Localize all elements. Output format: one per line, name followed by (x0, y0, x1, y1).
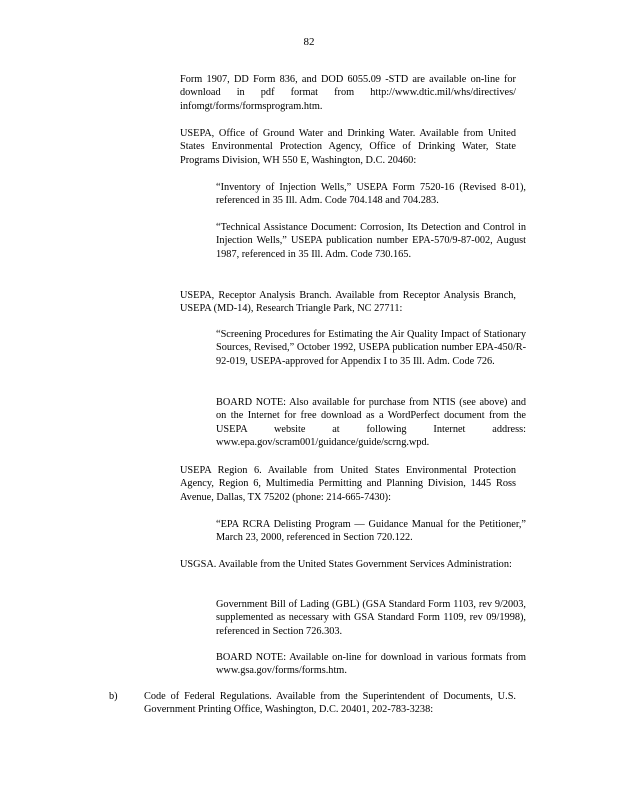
paragraph-dd-form: Form 1907, DD Form 836, and DOD 6055.09 -STD are available on-line for download in pdf format from http://www.dtic.mil/whs/directives/ infomgt/forms/formsprogram.htm. (180, 74, 516, 112)
paragraph-government-bill-of-lading: Government Bill of Lading (GBL) (GSA Standard Form 1103, rev 9/2003, supplemented as necessary with GSA Standard Form 1109, rev 09/1998), referenced in Section 726.303. (216, 599, 526, 637)
paragraph-technical-assistance-document: “Technical Assistance Document: Corrosion, Its Detection and Control in Injection Wells,” USEPA publication number EPA-570/9-87-002, August 1987, referenced in 35 Ill. Adm. Code 730.165. (216, 222, 526, 260)
paragraph-usepa-drinking-water: USEPA, Office of Ground Water and Drinking Water. Available from United States Environmental Protection Agency, Office of Drinking Water, State Programs Division, WH 550 E, Washington, D.C. 20460: (180, 128, 516, 166)
paragraph-screening-procedures: “Screening Procedures for Estimating the Air Quality Impact of Stationary Sources, Revised,” October 1992, USEPA publication number EPA-450/R-92-019, USEPA-approved for Appendix I to 35 Ill. Adm. Code 726. (216, 329, 526, 367)
list-label-b: b) (109, 691, 118, 702)
paragraph-board-note-ntis: BOARD NOTE: Also available for purchase from NTIS (see above) and on the Internet for free download as a WordPerfect document from the USEPA website at following Internet address: www.epa.gov/scram001/guidance/guide/scrng.wpd. (216, 397, 526, 449)
paragraph-code-of-federal-regulations: Code of Federal Regulations. Available from the Superintendent of Documents, U.S. Government Printing Office, Washington, D.C. 20401, 202-783-3238: (144, 691, 516, 716)
paragraph-inventory-injection-wells: “Inventory of Injection Wells,” USEPA Form 7520-16 (Revised 8-01), referenced in 35 Ill. Adm. Code 704.148 and 704.283. (216, 182, 526, 207)
paragraph-usepa-receptor-analysis: USEPA, Receptor Analysis Branch. Available from Receptor Analysis Branch, USEPA (MD-14), Research Triangle Park, NC 27711: (180, 290, 516, 315)
paragraph-usepa-region-6: USEPA Region 6. Available from United States Environmental Protection Agency, Region 6, Multimedia Permitting and Planning Division, 1445 Ross Avenue, Dallas, TX 75202 (phone: 214-665-7430): (180, 465, 516, 503)
paragraph-board-note-gsa: BOARD NOTE: Available on-line for download in various formats from www.gsa.gov/forms/forms.htm. (216, 652, 526, 677)
paragraph-epa-rcra-delisting: “EPA RCRA Delisting Program — Guidance Manual for the Petitioner,” March 23, 2000, referenced in Section 720.122. (216, 519, 526, 544)
page-number: 82 (303, 36, 315, 48)
paragraph-usgsa: USGSA. Available from the United States Government Services Administration: (180, 559, 512, 570)
